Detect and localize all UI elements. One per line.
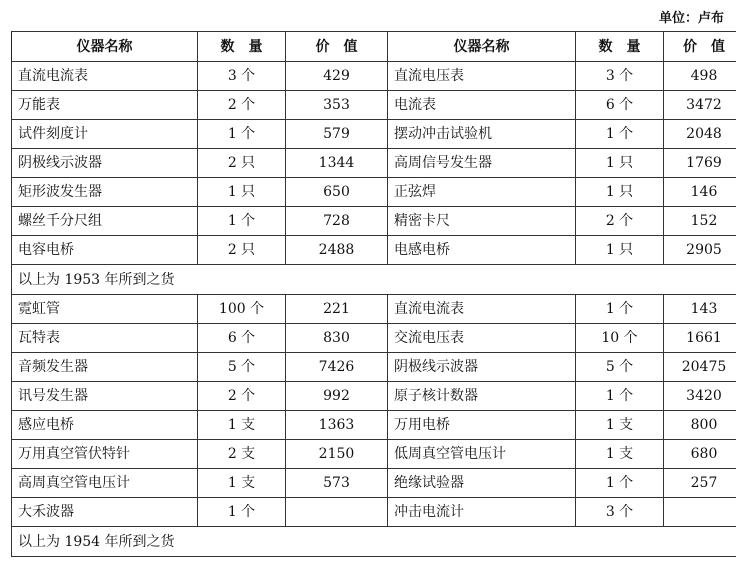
- table-row: [12, 120, 736, 149]
- table-row: [12, 149, 736, 178]
- value-cell: 2048: [664, 120, 736, 149]
- instrument-name-cell: 冲击电流计: [388, 498, 576, 527]
- value-cell: 992: [286, 382, 388, 411]
- instrument-table: [11, 31, 736, 557]
- header-row: [12, 32, 736, 62]
- header-quantity-right: 数 量: [576, 32, 664, 62]
- quantity-cell: 2 只: [198, 149, 286, 178]
- instrument-name-cell: 霓虹管: [12, 295, 198, 324]
- value-cell: 2150: [286, 440, 388, 469]
- instrument-name-cell: 电感电桥: [388, 236, 576, 265]
- instrument-name-cell: 直流电压表: [388, 62, 576, 91]
- value-cell: 221: [286, 295, 388, 324]
- quantity-cell: 1 个: [576, 469, 664, 498]
- value-cell: 830: [286, 324, 388, 353]
- quantity-cell: 5 个: [576, 353, 664, 382]
- unit-label: 单位：卢布: [658, 11, 724, 26]
- instrument-name-cell: 万用电桥: [388, 411, 576, 440]
- quantity-cell: 1 支: [576, 411, 664, 440]
- quantity-cell: 6 个: [198, 324, 286, 353]
- value-cell: 728: [286, 207, 388, 236]
- quantity-cell: 1 支: [198, 469, 286, 498]
- section-note-row: [12, 265, 736, 295]
- instrument-name-cell: 电流表: [388, 91, 576, 120]
- value-cell: 152: [664, 207, 736, 236]
- value-cell: 1661: [664, 324, 736, 353]
- table-body: [12, 62, 736, 557]
- instrument-name-cell: 绝缘试验器: [388, 469, 576, 498]
- quantity-cell: 3 个: [576, 498, 664, 527]
- quantity-cell: 1 个: [198, 498, 286, 527]
- quantity-cell: 5 个: [198, 353, 286, 382]
- value-cell: 3472: [664, 91, 736, 120]
- instrument-name-cell: 试件刻度计: [12, 120, 198, 149]
- table-row: [12, 62, 736, 91]
- instrument-name-cell: 万能表: [12, 91, 198, 120]
- instrument-name-cell: 原子核计数器: [388, 382, 576, 411]
- value-cell: 7426: [286, 353, 388, 382]
- value-cell: 353: [286, 91, 388, 120]
- value-cell: 1344: [286, 149, 388, 178]
- quantity-cell: 1 只: [576, 236, 664, 265]
- value-cell: 2905: [664, 236, 736, 265]
- value-cell: 1769: [664, 149, 736, 178]
- instrument-name-cell: 阴极线示波器: [388, 353, 576, 382]
- instrument-name-cell: 直流电流表: [12, 62, 198, 91]
- instrument-name-cell: 精密卡尺: [388, 207, 576, 236]
- table-row: [12, 91, 736, 120]
- instrument-name-cell: 大禾波器: [12, 498, 198, 527]
- quantity-cell: 2 个: [198, 91, 286, 120]
- table-row: [12, 295, 736, 324]
- quantity-cell: 1 只: [198, 178, 286, 207]
- value-cell: 146: [664, 178, 736, 207]
- table-row: [12, 411, 736, 440]
- header-quantity-left: 数 量: [198, 32, 286, 62]
- value-cell: 2488: [286, 236, 388, 265]
- quantity-cell: 1 个: [576, 295, 664, 324]
- quantity-cell: 1 支: [198, 411, 286, 440]
- quantity-cell: 1 个: [198, 120, 286, 149]
- quantity-cell: 3 个: [576, 62, 664, 91]
- table-row: [12, 440, 736, 469]
- instrument-name-cell: 高周真空管电压计: [12, 469, 198, 498]
- header-value-left: 价 值: [286, 32, 388, 62]
- quantity-cell: 1 个: [576, 382, 664, 411]
- instrument-name-cell: 交流电压表: [388, 324, 576, 353]
- instrument-name-cell: 瓦特表: [12, 324, 198, 353]
- quantity-cell: 1 个: [198, 207, 286, 236]
- section-note: 以上为 1954 年所到之货: [12, 527, 736, 557]
- table-row: [12, 469, 736, 498]
- table-row: [12, 382, 736, 411]
- value-cell: 1363: [286, 411, 388, 440]
- value-cell: 20475: [664, 353, 736, 382]
- quantity-cell: 100 个: [198, 295, 286, 324]
- section-note: 以上为 1953 年所到之货: [12, 265, 736, 295]
- quantity-cell: 3 个: [198, 62, 286, 91]
- quantity-cell: 1 个: [576, 120, 664, 149]
- table-row: [12, 178, 736, 207]
- instrument-name-cell: 感应电桥: [12, 411, 198, 440]
- instrument-name-cell: 电容电桥: [12, 236, 198, 265]
- value-cell: 257: [664, 469, 736, 498]
- quantity-cell: 2 个: [198, 382, 286, 411]
- instrument-name-cell: 直流电流表: [388, 295, 576, 324]
- quantity-cell: 2 个: [576, 207, 664, 236]
- quantity-cell: 1 只: [576, 149, 664, 178]
- table-row: [12, 353, 736, 382]
- header-instrument-name-left: 仪器名称: [12, 32, 198, 62]
- value-cell: 573: [286, 469, 388, 498]
- header-instrument-name-right: 仪器名称: [388, 32, 576, 62]
- value-cell: 680: [664, 440, 736, 469]
- value-cell: [286, 498, 388, 527]
- quantity-cell: 1 只: [576, 178, 664, 207]
- quantity-cell: 6 个: [576, 91, 664, 120]
- table-row: [12, 207, 736, 236]
- instrument-name-cell: 讯号发生器: [12, 382, 198, 411]
- quantity-cell: 2 只: [198, 236, 286, 265]
- value-cell: 429: [286, 62, 388, 91]
- quantity-cell: 10 个: [576, 324, 664, 353]
- quantity-cell: 2 支: [198, 440, 286, 469]
- instrument-name-cell: 低周真空管电压计: [388, 440, 576, 469]
- instrument-name-cell: 万用真空管伏特针: [12, 440, 198, 469]
- table-row: [12, 236, 736, 265]
- instrument-name-cell: 阴极线示波器: [12, 149, 198, 178]
- header-value-right: 价 值: [664, 32, 736, 62]
- instrument-name-cell: 矩形波发生器: [12, 178, 198, 207]
- value-cell: 3420: [664, 382, 736, 411]
- instrument-name-cell: 螺丝千分尺组: [12, 207, 198, 236]
- table-row: [12, 324, 736, 353]
- value-cell: 143: [664, 295, 736, 324]
- value-cell: [664, 498, 736, 527]
- table-row: [12, 498, 736, 527]
- value-cell: 579: [286, 120, 388, 149]
- instrument-name-cell: 音频发生器: [12, 353, 198, 382]
- value-cell: 800: [664, 411, 736, 440]
- value-cell: 498: [664, 62, 736, 91]
- instrument-name-cell: 摆动冲击试验机: [388, 120, 576, 149]
- instrument-name-cell: 正弦焊: [388, 178, 576, 207]
- value-cell: 650: [286, 178, 388, 207]
- section-note-row: [12, 527, 736, 557]
- quantity-cell: 1 支: [576, 440, 664, 469]
- instrument-name-cell: 高周信号发生器: [388, 149, 576, 178]
